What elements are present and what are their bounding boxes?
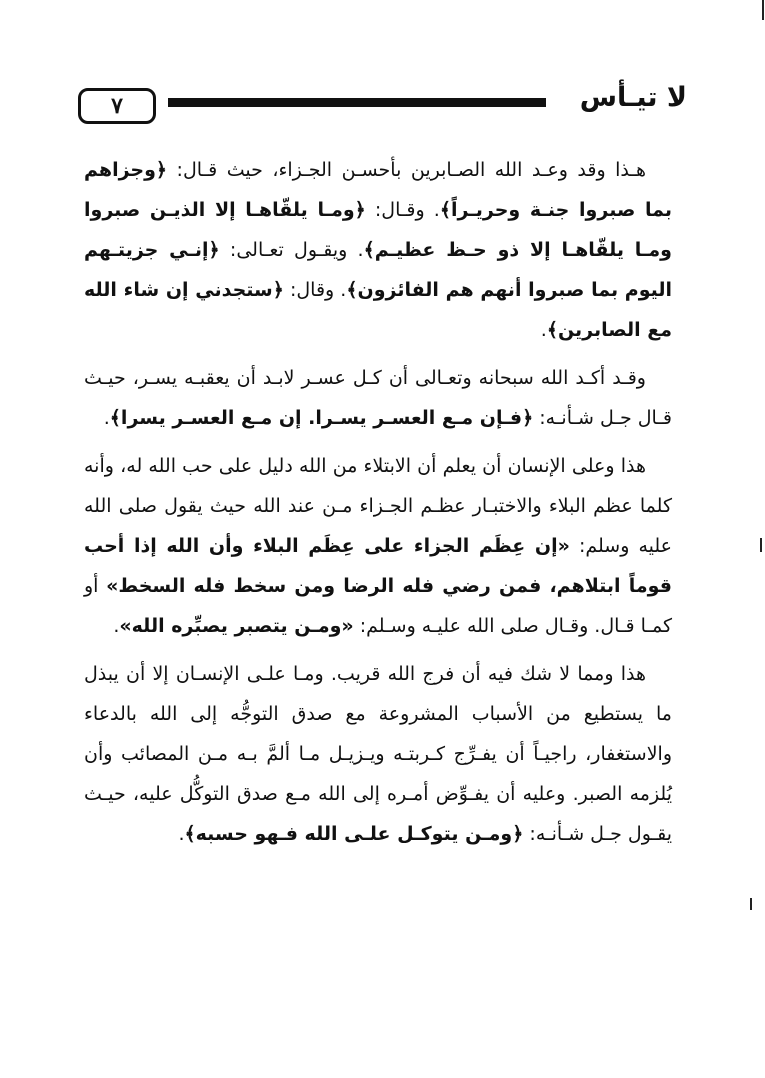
quoted-text: ﴿فـإن مـع العسـر يسـرا. إن مـع العسـر يسرا﴾ (109, 407, 534, 429)
header-rule (168, 98, 546, 107)
paragraph (84, 446, 672, 646)
text-run: هذا وعلى الإنسان أن يعلم أن الابتلاء من الله دليل على حب الله له، وأنه كلما عظم البلاء والاختبـار عظـم الجـزاء مـن عند الله حيث يقول صلى الله عليه وسلم: (84, 455, 672, 557)
text-run: . وقـال: (365, 199, 440, 221)
quoted-text: «ومـن يتصبر يصبِّره الله» (119, 615, 354, 637)
running-header-title: لا تيـأس (579, 82, 687, 113)
text-run: هـذا وقد وعـد الله الصـابرين بأحسـن الجـزاء، حيث قـال: (167, 159, 646, 181)
text-run: . (178, 823, 185, 845)
quoted-text: ﴿وجزاهم بما صبروا جنـة وحريـراً﴾ (84, 159, 672, 221)
text-run: . (113, 615, 120, 637)
text-run: . (103, 407, 110, 429)
text-run: . (540, 319, 547, 341)
quoted-text: «إن عِظَم الجزاء على عِظَم البلاء وأن الله إذا أحب قوماً ابتلاهم، فمن رضي فله الرضا ومن سخط فله السخط» (84, 535, 672, 597)
paragraph (84, 150, 672, 350)
text-run: وقـد أكـد الله سبحانه وتعـالى أن كـل عسـر لابـد أن يعقبـه يسـر، حيـث قـال جـل شـأنـه: (84, 367, 672, 429)
paragraph (84, 358, 672, 438)
text-run: هذا ومما لا شك فيه أن فرج الله قريب. ومـا علـى الإنسـان إلا أن يبذل ما يستطيع من الأسباب المشروعة مع صدق التوجُّه إلى الله بالدعاء والاستغفار، راجيـاً أن يفـرِّج كـربتـه ويـزيـل مـا ألمَّ بـه مـن المصائب وأن يُلزمه الصبر. وعليه أن يفـوِّض أمـره إلى الله مـع صدق التوكُّل عليه، حيـث يقـول جـل شـأنـه: (84, 663, 672, 845)
text-run: . ويقـول تعـالى: (219, 239, 364, 261)
quoted-text: ﴿ومـن يتوكـل علـى الله فـهو حسبه﴾ (184, 823, 524, 845)
quoted-text: ﴿إنـي جزيتـهم اليوم بما صبروا أنهم هم الفائزون﴾ (84, 239, 673, 301)
quoted-text: ﴿ومـا يلقّاهـا إلا الذيـن صبروا ومـا يلقّاهـا إلا ذو حـظ عظيـم﴾ (84, 199, 672, 261)
text-run: أو كمـا قـال. وقـال صلى الله عليـه وسـلم: (84, 575, 672, 637)
scan-mark (760, 538, 762, 552)
quoted-text: ﴿ستجدني إن شاء الله مع الصابرين﴾ (84, 279, 672, 341)
body-text (84, 150, 672, 862)
paragraph (84, 654, 672, 854)
text-run: . وقال: (283, 279, 347, 301)
scan-mark (762, 0, 764, 20)
scan-mark (750, 898, 752, 910)
page-number: ٧ (78, 88, 156, 124)
